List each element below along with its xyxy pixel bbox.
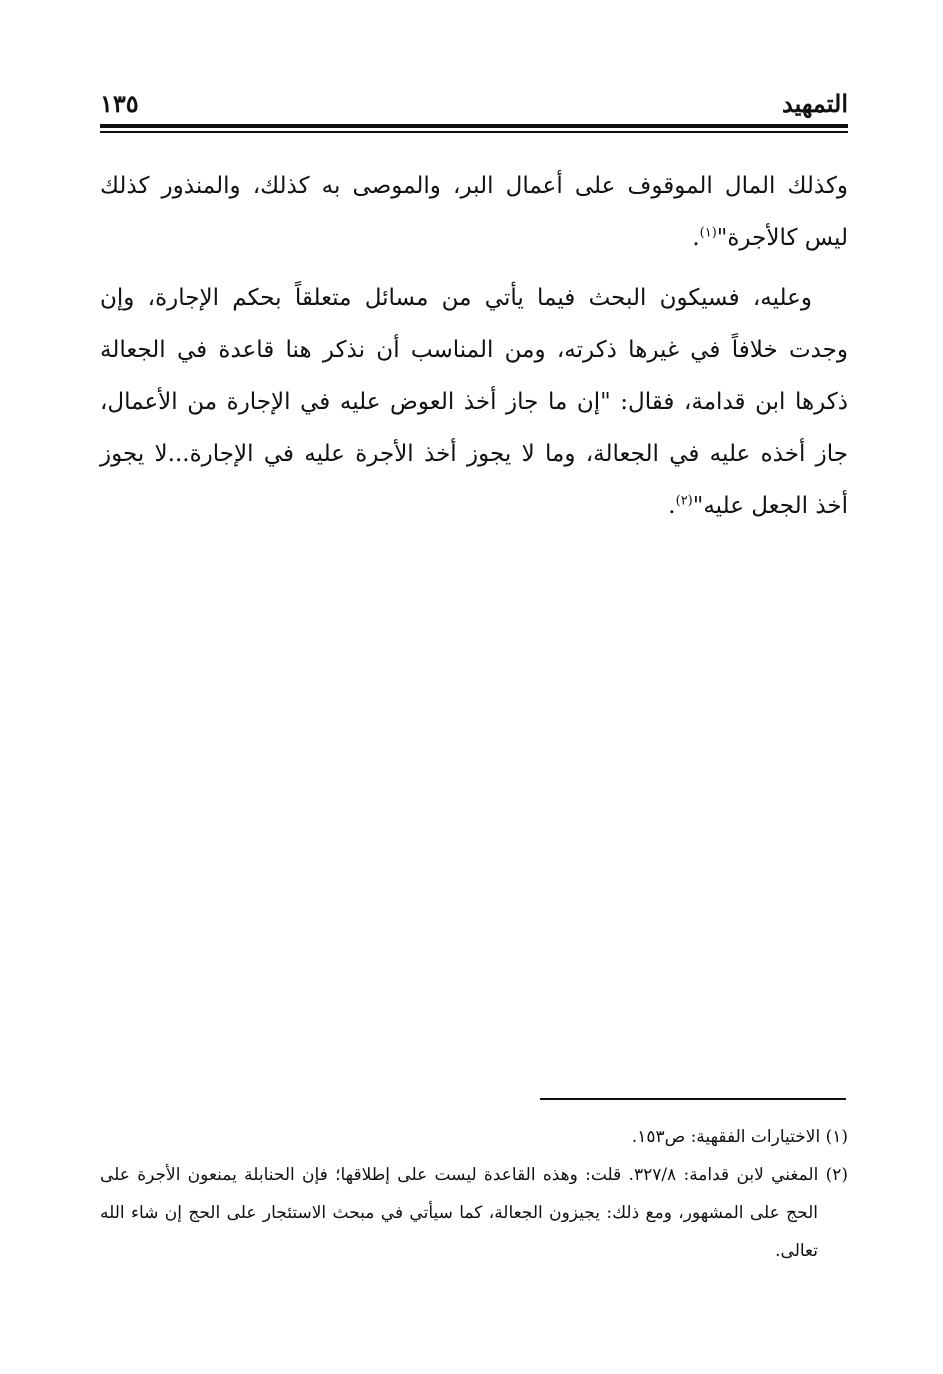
paragraph-1-end: . <box>692 225 700 251</box>
paragraph-2-text: وعليه، فسيكون البحث فيما يأتي من مسائل متعلقاً بحكم الإجارة، وإن وجدت خلافاً في غيرها ذكرته، ومن المناسب أن نذكر هنا قاعدة في الجعالة ذكرها ابن قدامة، فقال: "إن ما جاز أخذ العوض عليه في الإجارة من الأعمال، جاز أخذه عليه في الجعالة، وما لا يجوز أخذ الأجرة عليه في الإجارة...لا يجوز أخذ الجعل عليه" <box>100 285 848 519</box>
paragraph-2-end: . <box>668 493 676 519</box>
page-header <box>100 86 848 122</box>
footnote-ref-2: (٢) <box>675 493 693 509</box>
footnote-1: (١) الاختيارات الفقهية: ص١٥٣. <box>631 1127 848 1147</box>
paragraph-1 <box>100 160 848 264</box>
footnote-separator <box>540 1098 846 1100</box>
footnote-2: (٢) المغني لابن قدامة: ٣٢٧/٨. قلت: وهذه القاعدة ليست على إطلاقها؛ فإن الحنابلة يمنعون الأجرة على الحج على المشهور، ومع ذلك: يجيزون الجعالة، كما سيأتي في مبحث الاستئجار على الحج إن شاء الله تعالى. <box>100 1165 848 1261</box>
page-number: ١٣٥ <box>100 89 139 118</box>
header-rule-thin <box>100 131 848 133</box>
running-title: التمهيد <box>782 89 848 118</box>
main-text <box>100 160 848 540</box>
paragraph-1-text: وكذلك المال الموقوف على أعمال البر، والموصى به كذلك، والمنذور كذلك ليس كالأجرة" <box>100 173 848 251</box>
footnotes <box>100 1118 848 1270</box>
header-rule-thick <box>100 124 848 128</box>
paragraph-2 <box>100 272 848 532</box>
footnote-ref-1: (١) <box>699 225 717 241</box>
